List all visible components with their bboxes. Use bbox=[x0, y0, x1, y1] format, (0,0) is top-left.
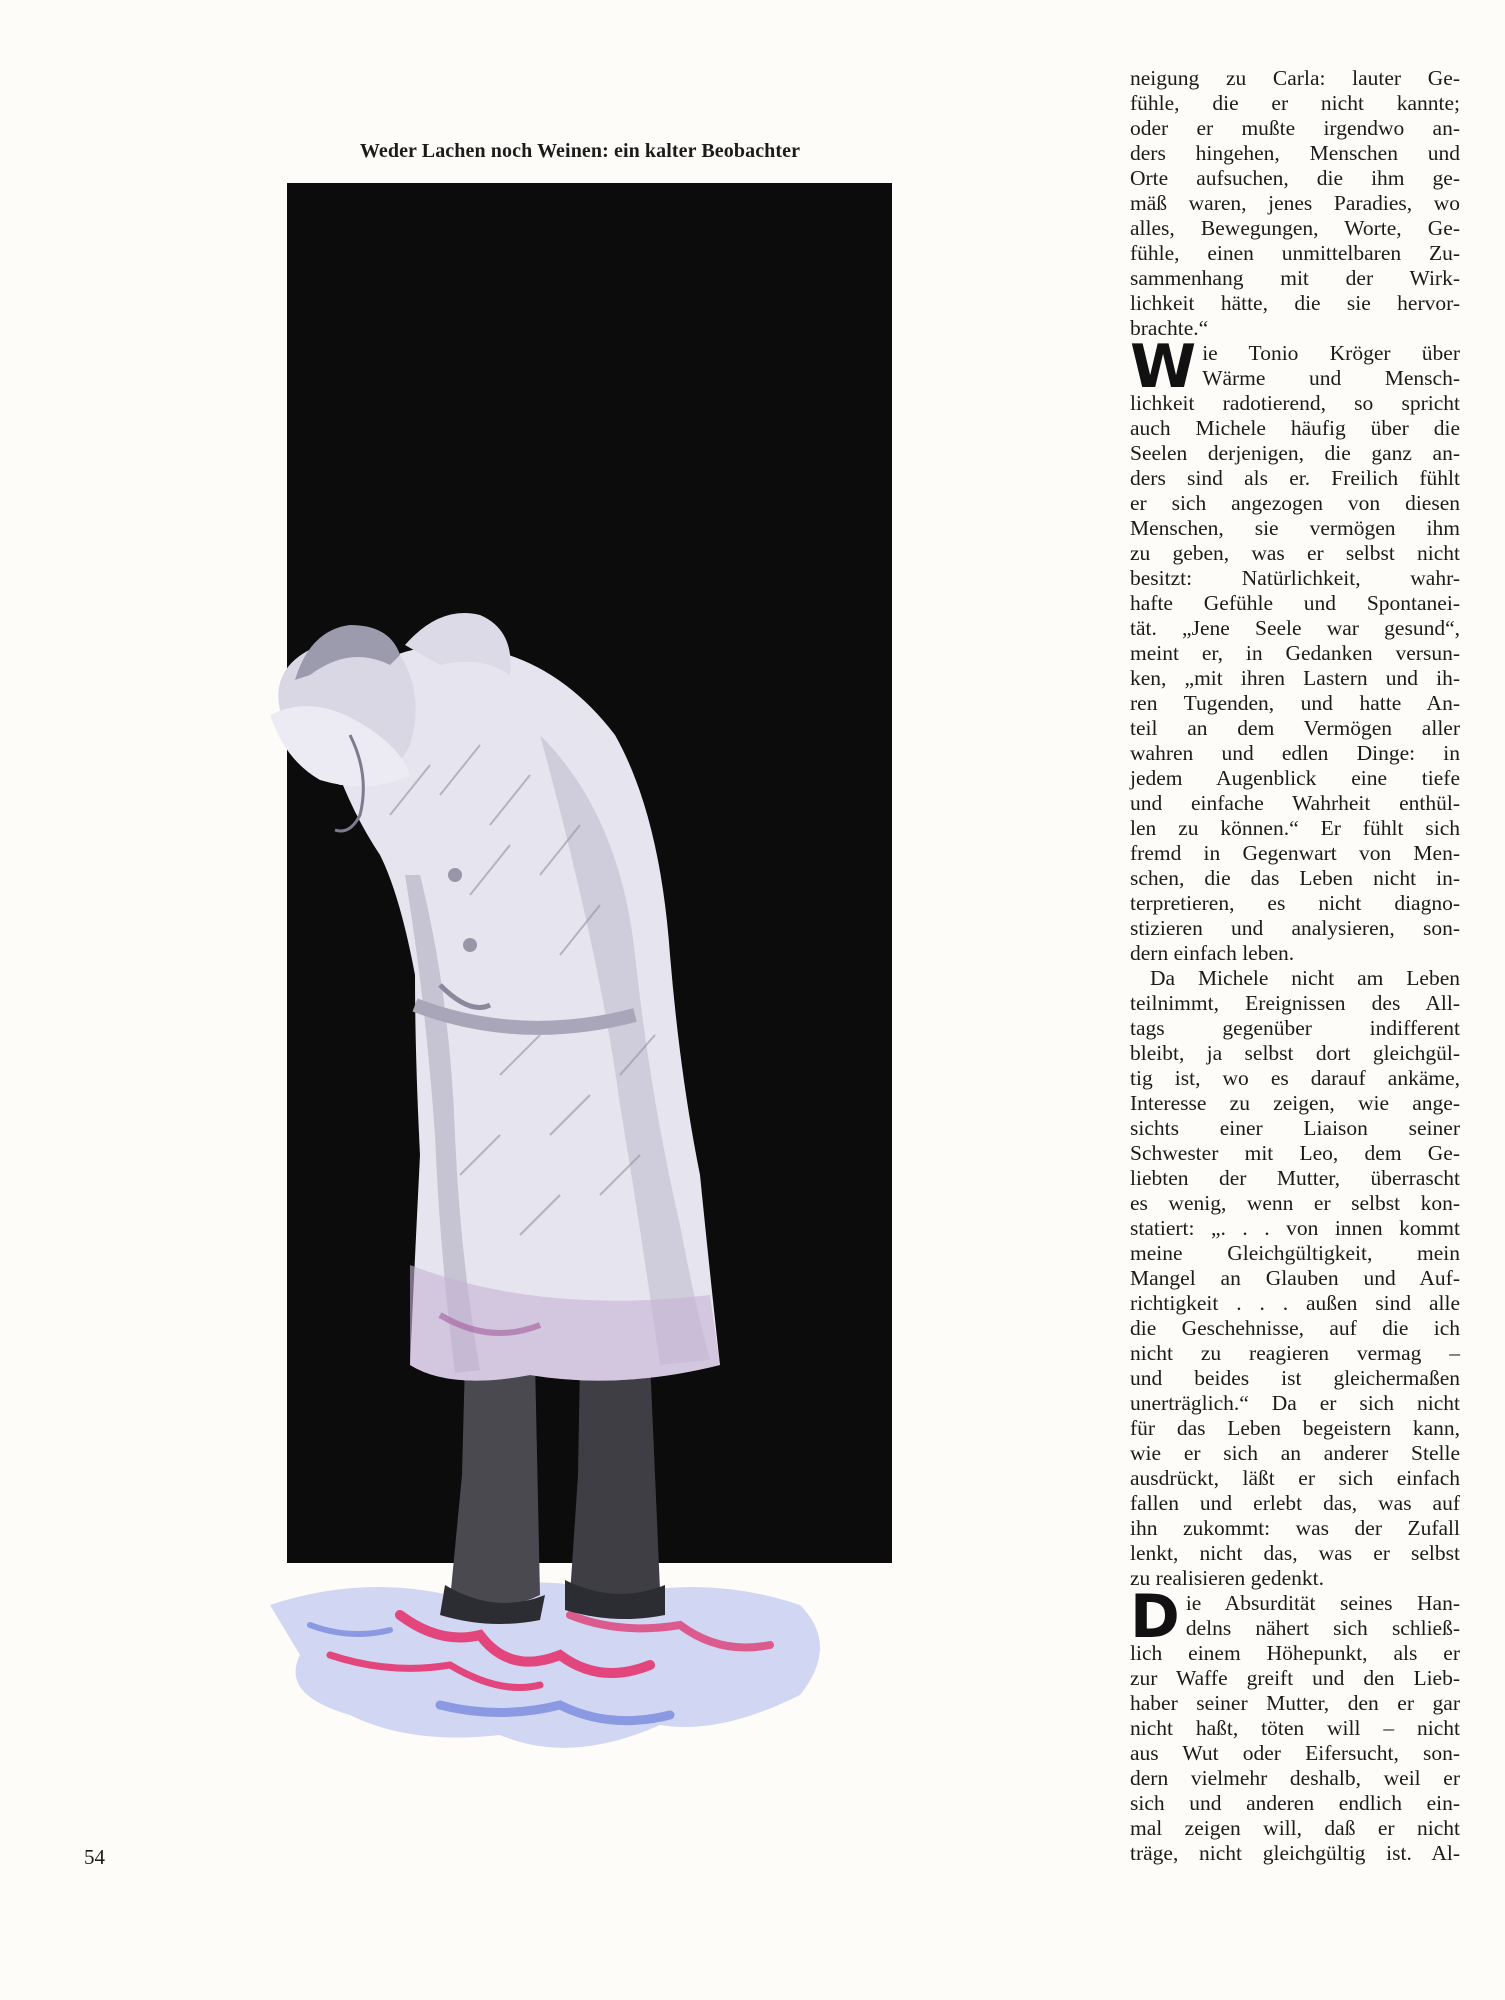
text-line: Interesse zu zeigen, wie ange- bbox=[1130, 1091, 1460, 1115]
puddle bbox=[270, 1583, 820, 1748]
text-line: sichts einer Liaison seiner bbox=[1130, 1116, 1460, 1140]
text-line: hafte Gefühle und Spontanei- bbox=[1130, 591, 1460, 615]
text-line: fühle, einen unmittelbaren Zu- bbox=[1130, 241, 1460, 265]
page-number: 54 bbox=[84, 1845, 105, 1869]
text-line: meine Gleichgültigkeit, mein bbox=[1130, 1241, 1460, 1265]
text-line: ken, „mit ihren Lastern und ih- bbox=[1130, 666, 1460, 690]
text-line: ie Tonio Kröger über bbox=[1202, 341, 1460, 365]
illustration-caption: Weder Lachen noch Weinen: ein kalter Beobachter bbox=[359, 140, 801, 162]
text-line: für das Leben begeistern kann, bbox=[1130, 1416, 1460, 1440]
text-line: bleibt, ja selbst dort gleichgül- bbox=[1130, 1041, 1460, 1065]
text-line: Menschen, sie vermögen ihm bbox=[1130, 516, 1460, 540]
text-line: liebten der Mutter, überrascht bbox=[1130, 1166, 1460, 1190]
text-line: nicht haßt, töten will – nicht bbox=[1130, 1716, 1460, 1740]
text-line: teil an dem Vermögen aller bbox=[1130, 716, 1460, 740]
text-line: oder er mußte irgendwo an- bbox=[1130, 116, 1460, 140]
text-line: es wenig, wenn er selbst kon- bbox=[1130, 1191, 1460, 1215]
text-line: ders sind als er. Freilich fühlt bbox=[1130, 466, 1460, 490]
text-line: Da Michele nicht am Leben bbox=[1150, 966, 1460, 990]
drop-cap-d: D bbox=[1130, 1582, 1180, 1652]
text-line: brachte.“ bbox=[1130, 316, 1209, 340]
text-line: zur Waffe greift und den Lieb- bbox=[1130, 1666, 1460, 1690]
text-line: und beides ist gleichermaßen bbox=[1130, 1366, 1460, 1390]
text-line: lichkeit radotierend, so spricht bbox=[1130, 391, 1460, 415]
text-line: terpretieren, es nicht diagno- bbox=[1130, 891, 1460, 915]
text-line: sammenhang mit der Wirk- bbox=[1130, 266, 1460, 290]
text-line: mäß waren, jenes Paradies, wo bbox=[1130, 191, 1460, 215]
text-line: lenkt, nicht das, was er selbst bbox=[1130, 1541, 1460, 1565]
text-line: Orte aufsuchen, die ihm ge- bbox=[1130, 166, 1460, 190]
illustration bbox=[240, 175, 940, 1905]
text-line: meint er, in Gedanken versun- bbox=[1130, 641, 1460, 665]
text-line: nicht zu reagieren vermag – bbox=[1130, 1341, 1460, 1365]
text-line: lichkeit hätte, die sie hervor- bbox=[1130, 291, 1460, 315]
text-line: alles, Bewegungen, Worte, Ge- bbox=[1130, 216, 1460, 240]
text-line: statiert: „. . . von innen kommt bbox=[1130, 1216, 1460, 1240]
text-line: Wärme und Mensch- bbox=[1202, 366, 1460, 390]
text-line: richtigkeit . . . außen sind alle bbox=[1130, 1291, 1460, 1315]
text-line: lich einem Höhepunkt, als er bbox=[1130, 1641, 1460, 1665]
text-line: dern einfach leben. bbox=[1130, 941, 1295, 965]
text-line: len zu können.“ Er fühlt sich bbox=[1130, 816, 1460, 840]
text-line: schen, die das Leben nicht in- bbox=[1130, 866, 1460, 890]
text-line: zu realisieren gedenkt. bbox=[1130, 1566, 1325, 1590]
text-line: besitzt: Natürlichkeit, wahr- bbox=[1130, 566, 1460, 590]
text-line: tig ist, wo es darauf ankäme, bbox=[1130, 1066, 1460, 1090]
text-line: und einfache Wahrheit enthül- bbox=[1130, 791, 1460, 815]
text-line: Mangel an Glauben und Auf- bbox=[1130, 1266, 1460, 1290]
text-line: zu geben, was er selbst nicht bbox=[1130, 541, 1460, 565]
article-column bbox=[1130, 66, 1460, 1866]
paragraph-2 bbox=[1130, 332, 1460, 966]
text-line: jedem Augenblick eine tiefe bbox=[1130, 766, 1460, 790]
paragraph-3 bbox=[1130, 966, 1460, 1591]
text-line: haber seiner Mutter, den er gar bbox=[1130, 1691, 1460, 1715]
text-line: fremd in Gegenwart von Men- bbox=[1130, 841, 1460, 865]
text-line: sich und anderen endlich ein- bbox=[1130, 1791, 1460, 1815]
text-line: die Geschehnisse, auf die ich bbox=[1130, 1316, 1460, 1340]
text-line: träge, nicht gleichgültig ist. Al- bbox=[1130, 1841, 1460, 1865]
text-line: fühle, die er nicht kannte; bbox=[1130, 91, 1460, 115]
text-line: ders hingehen, Menschen und bbox=[1130, 141, 1460, 165]
text-line: teilnimmt, Ereignissen des All- bbox=[1130, 991, 1460, 1015]
text-line: ausdrückt, läßt er sich einfach bbox=[1130, 1466, 1460, 1490]
text-line: delns nähert sich schließ- bbox=[1185, 1616, 1460, 1640]
text-line: Schwester mit Leo, dem Ge- bbox=[1130, 1141, 1460, 1165]
paragraph-4 bbox=[1130, 1582, 1460, 1866]
text-line: tags gegenüber indifferent bbox=[1130, 1016, 1460, 1040]
drop-cap-w: W bbox=[1130, 332, 1197, 402]
text-line: er sich angezogen von diesen bbox=[1130, 491, 1460, 515]
text-line: Seelen derjenigen, die ganz an- bbox=[1130, 441, 1460, 465]
text-line: mal zeigen will, daß er nicht bbox=[1130, 1816, 1460, 1840]
text-line: aus Wut oder Eifersucht, son- bbox=[1130, 1741, 1460, 1765]
man-in-coat-illustration bbox=[240, 175, 940, 1905]
text-line: dern vielmehr deshalb, weil er bbox=[1130, 1766, 1460, 1790]
text-line: wie er sich an anderer Stelle bbox=[1130, 1441, 1460, 1465]
text-line: fallen und erlebt das, was auf bbox=[1130, 1491, 1460, 1515]
text-line: wahren und edlen Dinge: in bbox=[1130, 741, 1460, 765]
paragraph-1 bbox=[1130, 66, 1460, 341]
text-line: neigung zu Carla: lauter Ge- bbox=[1130, 66, 1460, 90]
text-line: unerträglich.“ Da er sich nicht bbox=[1130, 1391, 1460, 1415]
text-line: ren Tugenden, und hatte An- bbox=[1130, 691, 1460, 715]
text-line: tät. „Jene Seele war gesund“, bbox=[1130, 616, 1460, 640]
text-line: ie Absurdität seines Han- bbox=[1185, 1591, 1460, 1615]
text-line: stizieren und analysieren, son- bbox=[1130, 916, 1460, 940]
text-line: ihn zukommt: was der Zufall bbox=[1130, 1516, 1460, 1540]
text-line: auch Michele häufig über die bbox=[1130, 416, 1460, 440]
